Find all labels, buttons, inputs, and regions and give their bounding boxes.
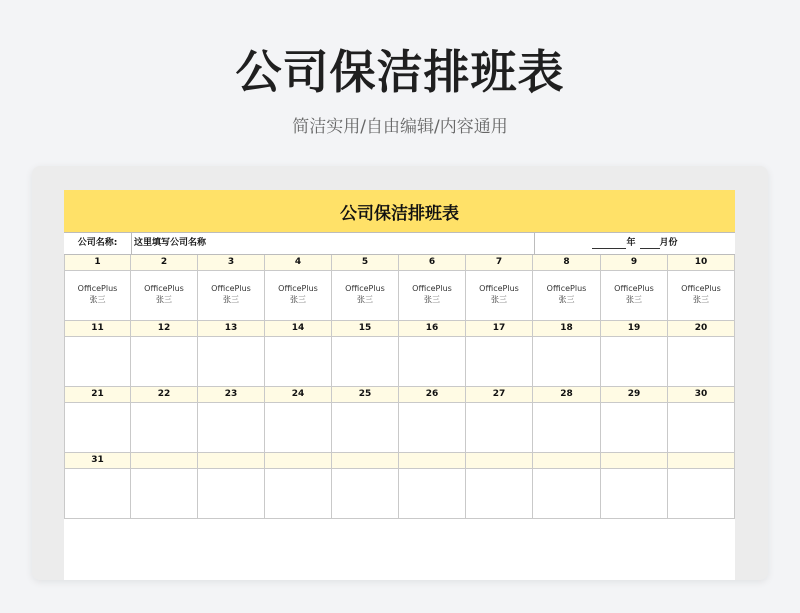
day-number: 28 xyxy=(533,387,601,403)
day-cell[interactable] xyxy=(601,403,668,453)
cleaner-company: OfficePlus xyxy=(211,284,251,293)
day-cell[interactable] xyxy=(466,469,533,519)
day-cell[interactable] xyxy=(131,337,198,387)
day-cell[interactable] xyxy=(131,403,198,453)
day-number: 29 xyxy=(601,387,668,403)
day-number: 15 xyxy=(332,321,399,337)
day-number: 1 xyxy=(64,255,131,271)
day-cell[interactable] xyxy=(198,337,265,387)
day-cell[interactable] xyxy=(533,469,601,519)
sheet-title: 公司保洁排班表 xyxy=(64,190,735,232)
day-cell[interactable] xyxy=(332,469,399,519)
cleaner-name: 张三 xyxy=(424,295,440,304)
cleaner-name: 张三 xyxy=(156,295,172,304)
day-number: 9 xyxy=(601,255,668,271)
day-cell[interactable] xyxy=(466,271,533,321)
day-number: 20 xyxy=(668,321,735,337)
day-cell[interactable] xyxy=(131,469,198,519)
cleaner-name: 张三 xyxy=(89,295,106,304)
day-number: 23 xyxy=(198,387,265,403)
day-number xyxy=(601,453,668,469)
schedule-sheet xyxy=(64,190,735,580)
cleaner-company: OfficePlus xyxy=(546,284,587,293)
day-number xyxy=(533,453,601,469)
cleaner-company: OfficePlus xyxy=(614,284,654,293)
day-cell[interactable] xyxy=(64,271,131,321)
cleaner-name: 张三 xyxy=(558,295,575,304)
cleaner-name: 张三 xyxy=(626,295,642,304)
day-cell[interactable] xyxy=(332,271,399,321)
month-blank[interactable] xyxy=(640,237,660,249)
day-cell[interactable] xyxy=(601,469,668,519)
day-cell[interactable] xyxy=(601,337,668,387)
day-number xyxy=(265,453,332,469)
cleaner-company: OfficePlus xyxy=(345,284,385,293)
day-cell[interactable] xyxy=(198,403,265,453)
day-cell[interactable] xyxy=(131,271,198,321)
day-number: 2 xyxy=(131,255,198,271)
day-cell[interactable] xyxy=(64,469,131,519)
page-title: 公司保洁排班表 xyxy=(235,45,565,99)
page-subtitle: 简洁实用/自由编辑/内容通用 xyxy=(292,117,508,137)
day-cell[interactable] xyxy=(668,469,735,519)
cleaner-name: 张三 xyxy=(290,295,306,304)
cleaner-company: OfficePlus xyxy=(681,284,721,293)
day-number: 4 xyxy=(265,255,332,271)
day-cell[interactable] xyxy=(265,469,332,519)
day-cell[interactable] xyxy=(332,403,399,453)
day-number: 26 xyxy=(399,387,466,403)
day-number: 19 xyxy=(601,321,668,337)
day-cell[interactable] xyxy=(399,403,466,453)
day-cell[interactable] xyxy=(399,271,466,321)
cleaner-name: 张三 xyxy=(693,295,709,304)
cleaner-company: OfficePlus xyxy=(77,284,118,293)
day-cell[interactable] xyxy=(668,337,735,387)
day-number: 14 xyxy=(265,321,332,337)
day-cell[interactable] xyxy=(466,337,533,387)
cleaner-name: 张三 xyxy=(357,295,373,304)
day-number: 8 xyxy=(533,255,601,271)
day-cell[interactable] xyxy=(466,403,533,453)
day-cell[interactable] xyxy=(265,271,332,321)
day-number xyxy=(399,453,466,469)
day-number: 13 xyxy=(198,321,265,337)
company-label: 公司名称: xyxy=(64,233,132,254)
year-month-field[interactable] xyxy=(534,233,735,254)
day-cell[interactable] xyxy=(332,337,399,387)
day-number: 30 xyxy=(668,387,735,403)
cleaner-name: 张三 xyxy=(223,295,239,304)
day-number: 21 xyxy=(64,387,131,403)
cleaner-company: OfficePlus xyxy=(278,284,318,293)
day-number xyxy=(332,453,399,469)
day-number: 11 xyxy=(64,321,131,337)
day-number: 22 xyxy=(131,387,198,403)
day-cell[interactable] xyxy=(668,271,735,321)
day-cell[interactable] xyxy=(533,337,601,387)
day-number xyxy=(131,453,198,469)
year-blank[interactable] xyxy=(592,237,626,249)
info-row xyxy=(64,232,735,255)
day-number: 17 xyxy=(466,321,533,337)
day-number: 18 xyxy=(533,321,601,337)
day-cell[interactable] xyxy=(533,271,601,321)
day-number: 27 xyxy=(466,387,533,403)
day-cell[interactable] xyxy=(533,403,601,453)
day-cell[interactable] xyxy=(198,469,265,519)
day-number: 12 xyxy=(131,321,198,337)
day-number: 25 xyxy=(332,387,399,403)
day-number: 3 xyxy=(198,255,265,271)
cleaner-company: OfficePlus xyxy=(144,284,184,293)
day-number: 6 xyxy=(399,255,466,271)
month-label: 月份 xyxy=(659,238,678,248)
day-number: 5 xyxy=(332,255,399,271)
day-number: 7 xyxy=(466,255,533,271)
day-cell[interactable] xyxy=(601,271,668,321)
day-cell[interactable] xyxy=(668,403,735,453)
day-number: 16 xyxy=(399,321,466,337)
day-number xyxy=(198,453,265,469)
day-cell[interactable] xyxy=(399,469,466,519)
day-cell[interactable] xyxy=(399,337,466,387)
calendar-grid xyxy=(64,255,735,520)
day-cell[interactable] xyxy=(198,271,265,321)
day-number: 31 xyxy=(64,453,131,469)
cleaner-company: OfficePlus xyxy=(479,284,519,293)
day-cell[interactable] xyxy=(64,337,131,387)
day-cell[interactable] xyxy=(265,337,332,387)
cleaner-company: OfficePlus xyxy=(412,284,452,293)
day-cell[interactable] xyxy=(265,403,332,453)
day-number xyxy=(668,453,735,469)
year-label: 年 xyxy=(626,238,636,248)
cleaner-name: 张三 xyxy=(491,295,507,304)
day-cell[interactable] xyxy=(64,403,131,453)
day-number: 24 xyxy=(265,387,332,403)
company-name-field[interactable]: 这里填写公司名称 xyxy=(134,238,207,248)
day-number xyxy=(466,453,533,469)
day-number: 10 xyxy=(668,255,735,271)
